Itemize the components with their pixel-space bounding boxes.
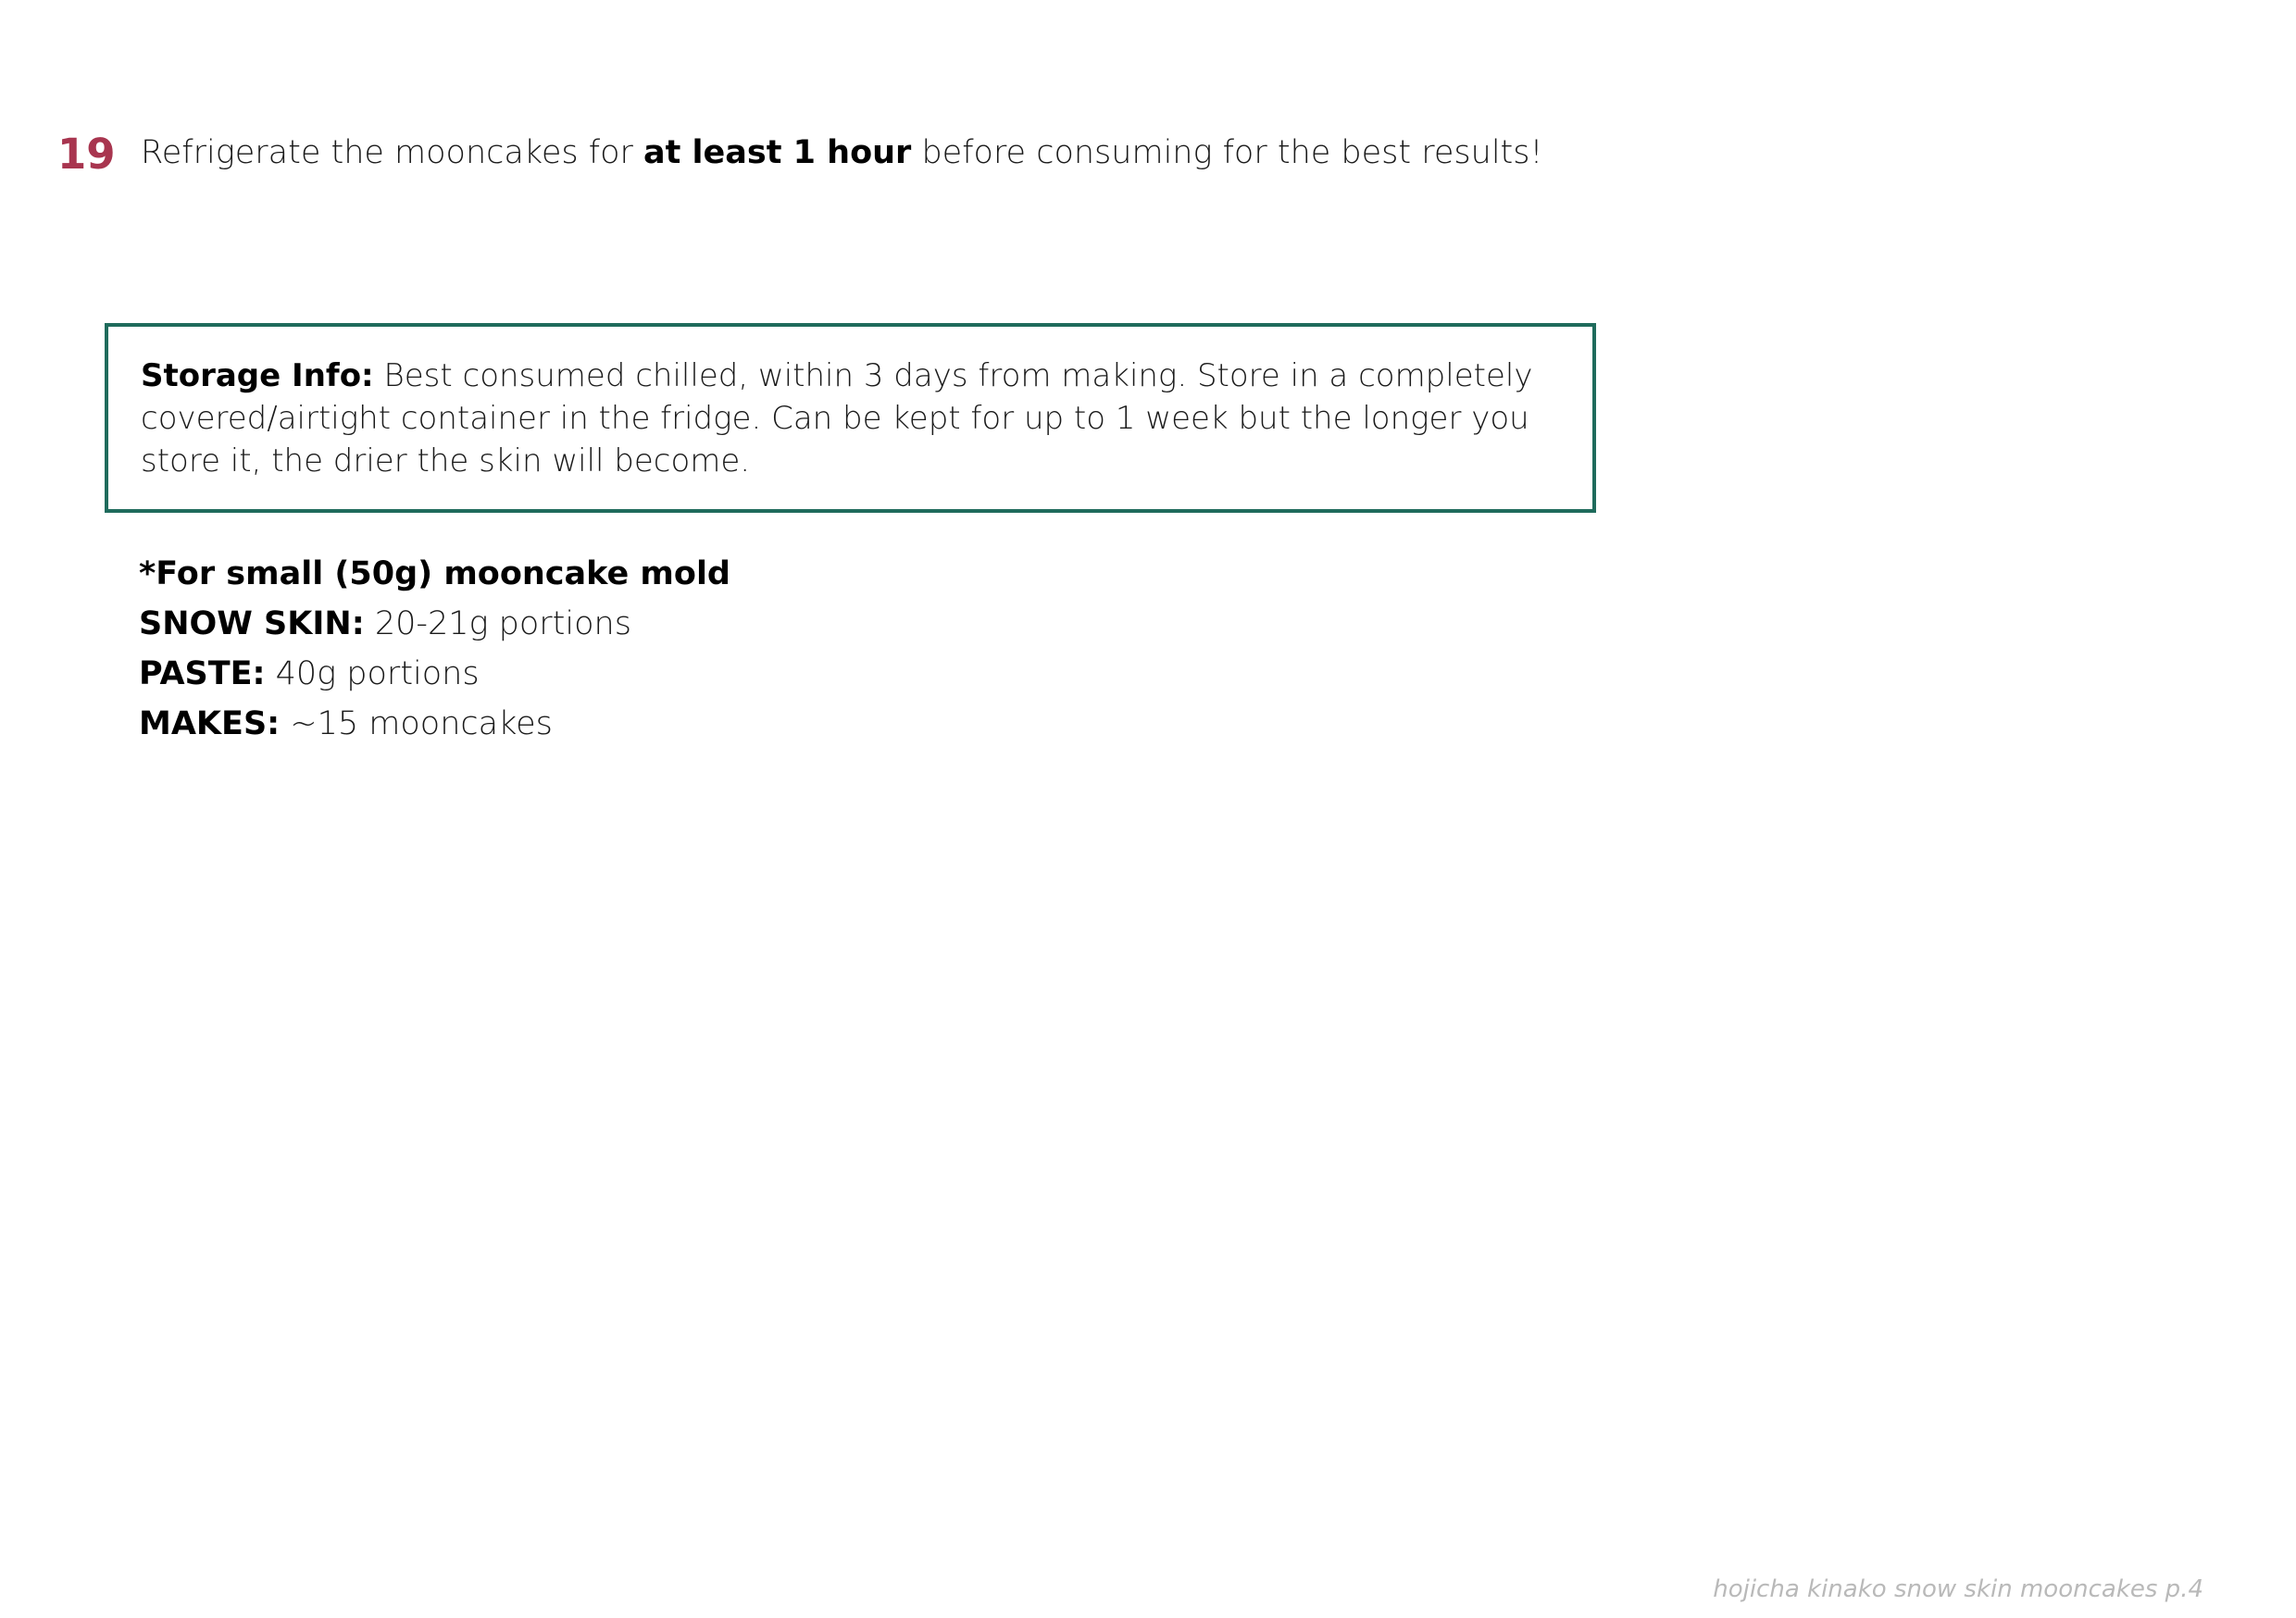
portion-notes (139, 549, 730, 749)
mold-note: *For small (50g) mooncake mold (139, 555, 730, 592)
page-footer: hojicha kinako snow skin mooncakes p.4 (1713, 1575, 2203, 1603)
step-text-before: Refrigerate the mooncakes for (141, 134, 643, 171)
storage-info-text (141, 355, 1563, 482)
storage-info-body: Best consumed chilled, within 3 days from making. Store in a completely covered/airtight container in the fridge. Can be kept for up to 1 week but the longer you store it, the drier the skin will become. (141, 357, 1533, 479)
makes-label: MAKES: (139, 705, 281, 742)
storage-info-box (105, 323, 1596, 513)
recipe-step (57, 130, 1631, 185)
snow-skin-note (139, 599, 730, 649)
snow-skin-label: SNOW SKIN: (139, 605, 365, 642)
paste-note (139, 649, 730, 699)
storage-info-label: Storage Info: (141, 357, 374, 394)
makes-value: ~15 mooncakes (280, 705, 553, 742)
makes-note (139, 699, 730, 749)
snow-skin-value: 20-21g portions (364, 605, 631, 642)
step-text (141, 133, 1543, 172)
step-text-bold: at least 1 hour (643, 134, 912, 171)
paste-value: 40g portions (265, 655, 480, 692)
step-number: 19 (57, 130, 116, 179)
paste-label: PASTE: (139, 655, 266, 692)
step-text-after: before consuming for the best results! (911, 134, 1543, 171)
